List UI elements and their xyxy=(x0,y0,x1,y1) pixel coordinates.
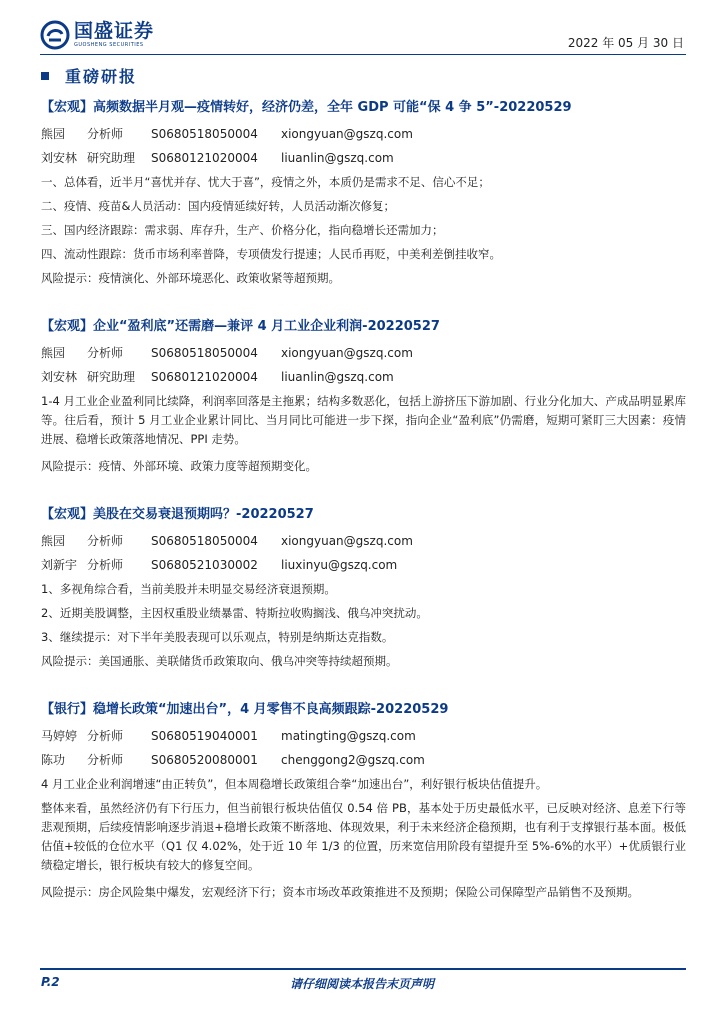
report-title[interactable]: 【宏观】企业“盈利底”还需磨—兼评 4 月工业企业利润-20220527 xyxy=(41,319,440,334)
author-name: 马婷婷 xyxy=(41,729,78,743)
author-role: 分析师 xyxy=(87,558,124,572)
heading-square-icon xyxy=(41,72,49,80)
report-item xyxy=(41,505,686,673)
risk-note: 风险提示：疫情演化、外部环境恶化、政策收紧等超预期。 xyxy=(41,271,340,285)
author-row xyxy=(41,748,686,772)
page-number: P.2 xyxy=(41,975,60,989)
author-name: 刘安林 xyxy=(41,370,78,384)
section-heading xyxy=(41,64,137,87)
footer-disclaimer: 请仔细阅读本报告末页声明 xyxy=(289,977,434,991)
report-item xyxy=(41,317,686,478)
logo-text: 国盛证券 xyxy=(74,20,155,42)
author-row xyxy=(41,553,686,577)
report-title[interactable]: 【银行】稳增长政策“加速出台”，4 月零售不良高频跟踪-20220529 xyxy=(41,702,449,717)
report-item xyxy=(41,700,686,907)
logo-subtext: GUOSHENG SECURITIES xyxy=(74,42,144,48)
author-email[interactable]: xiongyuan@gszq.com xyxy=(281,534,413,548)
author-role: 分析师 xyxy=(87,753,124,767)
footer-divider xyxy=(40,968,686,970)
author-role: 分析师 xyxy=(87,729,124,743)
report-paragraph: 一、总体看，近半月“喜忧并存、忧大于喜”，疫情之外，本质仍是需求不足、信心不足； xyxy=(41,175,490,189)
author-name: 熊园 xyxy=(41,346,66,360)
author-email[interactable]: liuanlin@gszq.com xyxy=(281,151,394,165)
header-divider xyxy=(40,54,686,55)
author-license-id: S0680521030002 xyxy=(151,558,258,572)
author-row xyxy=(41,341,686,365)
report-paragraph: 二、疫情、疫苗&人员活动：国内疫情延续好转，人员活动渐次修复； xyxy=(41,199,395,213)
author-email[interactable]: liuxinyu@gszq.com xyxy=(281,558,398,572)
author-role: 分析师 xyxy=(87,127,124,141)
author-row xyxy=(41,146,686,170)
report-paragraph: 1、多视角综合看，当前美股并未明显交易经济衰退预期。 xyxy=(41,582,336,596)
guosheng-logo-icon xyxy=(40,20,70,50)
report-title[interactable]: 【宏观】美股在交易衰退预期吗？-20220527 xyxy=(41,507,314,522)
company-logo xyxy=(40,20,154,50)
author-license-id: S0680519040001 xyxy=(151,729,258,743)
report-item xyxy=(41,98,686,290)
author-email[interactable]: xiongyuan@gszq.com xyxy=(281,346,413,360)
author-role: 研究助理 xyxy=(87,370,136,384)
author-license-id: S0680520080001 xyxy=(151,753,258,767)
risk-note: 风险提示：美国通胀、美联储货币政策取向、俄乌冲突等持续超预期。 xyxy=(41,654,398,668)
author-email[interactable]: xiongyuan@gszq.com xyxy=(281,127,413,141)
section-title: 重磅研报 xyxy=(65,67,138,86)
author-email[interactable]: chenggong2@gszq.com xyxy=(281,753,425,767)
page-header xyxy=(0,0,724,56)
report-paragraph: 四、流动性跟踪：货币市场利率普降，专项债发行提速；人民币再贬，中美利差倒挂收窄。 xyxy=(41,247,501,261)
author-email[interactable]: matingting@gszq.com xyxy=(281,729,416,743)
author-name: 熊园 xyxy=(41,127,66,141)
author-row xyxy=(41,365,686,389)
author-email[interactable]: liuanlin@gszq.com xyxy=(281,370,394,384)
author-row xyxy=(41,724,686,748)
author-row xyxy=(41,529,686,553)
risk-note: 风险提示：疫情、外部环境、政策力度等超预期变化。 xyxy=(41,459,317,473)
author-license-id: S0680121020004 xyxy=(151,370,258,384)
report-paragraph: 1-4 月工业企业盈利同比续降，利润率回落是主拖累；结构多数恶化，包括上游挤压下游加剧、行业分化加大、产成品明显累库等。往后看，预计 5 月工业企业累计同比、当月同比可能进一步下探，指向企业“盈利底”仍需磨，短期可紧盯三大因素：疫情进展、稳增长政策落地情况、PPI 走势。 xyxy=(41,394,686,446)
author-role: 研究助理 xyxy=(87,151,136,165)
report-paragraph: 3、继续提示：对下半年美股表现可以乐观点，特别是纳斯达克指数。 xyxy=(41,630,394,644)
author-name: 刘新宇 xyxy=(41,558,78,572)
author-row xyxy=(41,122,686,146)
report-paragraph: 三、国内经济跟踪：需求弱、库存升，生产、价格分化，指向稳增长还需加力； xyxy=(41,223,444,237)
author-name: 刘安林 xyxy=(41,151,78,165)
report-date: 2022 年 05 月 30 日 xyxy=(567,36,684,50)
report-list xyxy=(41,98,686,934)
author-role: 分析师 xyxy=(87,346,124,360)
author-name: 陈功 xyxy=(41,753,66,767)
author-license-id: S0680518050004 xyxy=(151,534,258,548)
author-name: 熊园 xyxy=(41,534,66,548)
author-license-id: S0680518050004 xyxy=(151,127,258,141)
author-license-id: S0680518050004 xyxy=(151,346,258,360)
report-title[interactable]: 【宏观】高频数据半月观—疫情转好，经济仍差，全年 GDP 可能“保 4 争 5”-20220529 xyxy=(41,100,572,115)
report-paragraph: 2、近期美股调整，主因权重股业绩暴雷、特斯拉收购搁浅、俄乌冲突扰动。 xyxy=(41,606,428,620)
report-paragraph: 4 月工业企业利润增速“由正转负”，但本周稳增长政策组合拳“加速出台”，利好银行板块估值提升。 xyxy=(41,777,548,791)
author-license-id: S0680121020004 xyxy=(151,151,258,165)
risk-note: 风险提示：房企风险集中爆发，宏观经济下行；资本市场改革政策推进不及预期；保险公司保障型产品销售不及预期。 xyxy=(41,885,639,899)
report-paragraph: 整体来看，虽然经济仍有下行压力，但当前银行板块估值仅 0.54 倍 PB，基本处于历史最低水平，已反映对经济、息差下行等悲观预期，后续疫情影响逐步消退+稳增长政策不断落地、体现效果，利于未来经济企稳预期，也有利于支撑银行基本面。极低估值+较低的仓位水平（Q1 仅 4.02%，处于近 10 年 1/3 的位置，历来宽信用阶段有望提升至 5%-6%的水平）+优质银行业绩稳定增长，银行板块有较大的修复空间。 xyxy=(41,801,686,872)
author-role: 分析师 xyxy=(87,534,124,548)
